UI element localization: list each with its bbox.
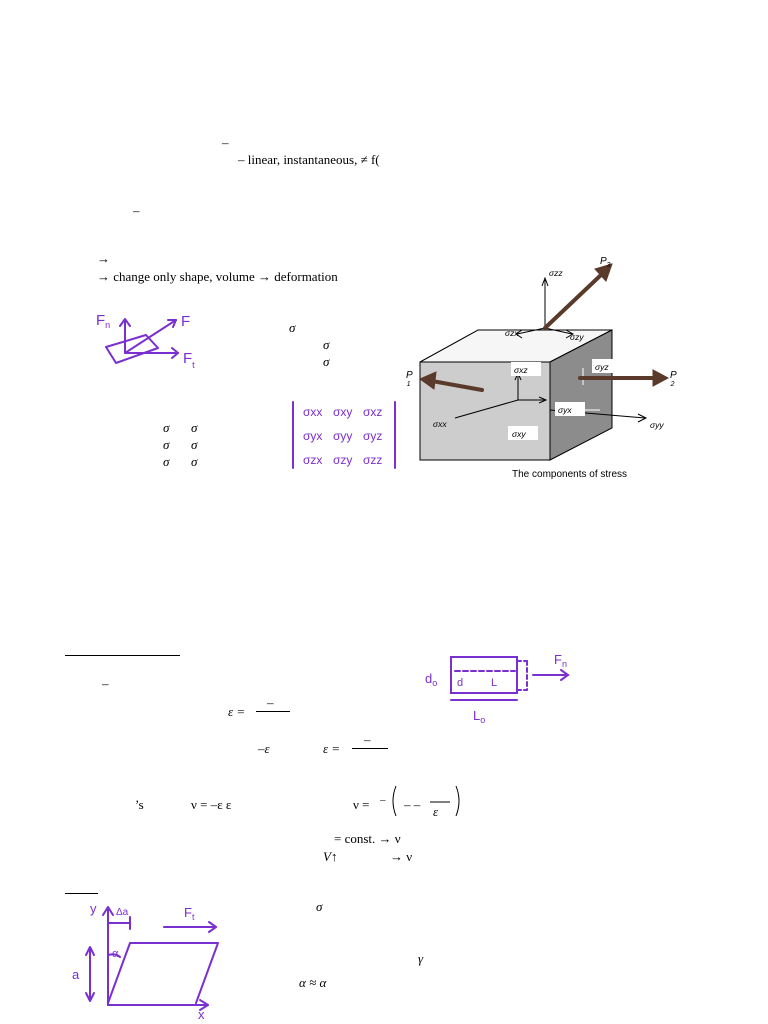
elastic-properties-line: – linear, instantaneous, ≠ f( — [238, 152, 380, 167]
szx-label: σzx — [505, 328, 519, 338]
stress-cube-figure — [400, 250, 685, 485]
minus-eps: –ε — [258, 741, 270, 756]
tensile-rod-sketch — [415, 640, 595, 730]
szz-label: σzz — [549, 268, 563, 278]
sxx-label: σxx — [433, 419, 447, 429]
matrix-r2c3: σyz — [363, 429, 383, 443]
nu-definition: ν = –ε ε — [191, 797, 232, 812]
matrix-r2c2: σyy — [333, 429, 353, 443]
p2-label: P 2 — [670, 370, 677, 388]
shear-alpha-label: α — [112, 948, 119, 960]
sigma-r1c1: σ — [163, 420, 170, 435]
matrix-r3c3: σzz — [363, 453, 383, 467]
matrix-r1c2: σxy — [333, 405, 353, 419]
alpha-approx: α ≈ α — [299, 975, 327, 990]
eps-definition-2: ε = — [323, 741, 341, 756]
cube-front-face — [420, 362, 550, 460]
cube-caption: The components of stress — [512, 469, 628, 480]
matrix-r3c2: σzy — [333, 453, 353, 467]
sigma-r2c2: σ — [191, 437, 198, 452]
sigma-r3c1: σ — [163, 454, 170, 469]
sxy-label: σxy — [512, 429, 526, 439]
eps-numerator: – — [267, 695, 274, 710]
syx-label: σyx — [558, 405, 572, 415]
eps-definition: ε = — [228, 704, 246, 719]
section-rule-2 — [65, 893, 98, 894]
rod-d-label: d — [457, 677, 464, 689]
section-rule-1 — [65, 655, 180, 656]
poisson-s: ’s — [135, 797, 144, 812]
shear-a-label: a — [72, 967, 80, 982]
const-line: = const. → ν — [334, 831, 401, 846]
rod-l0-label: $L_o$ — [473, 708, 486, 725]
eps-fraction-bar — [256, 711, 290, 712]
sxz-label: σxz — [514, 365, 528, 375]
eps2-numerator: – — [364, 732, 371, 747]
shear-x-label: x — [198, 1007, 205, 1020]
p3-arrow — [545, 274, 602, 328]
sheared-shape — [108, 943, 218, 1003]
fn-label: $F_n$ — [96, 312, 111, 330]
dash-1: – — [222, 135, 229, 150]
sigma-b: σ — [323, 337, 330, 352]
p3-label: $P_3$ — [600, 256, 611, 269]
matrix-r1c3: σxz — [363, 405, 383, 419]
arrow-only: → — [97, 251, 110, 266]
matrix-r3c1: σzx — [303, 453, 323, 467]
shear-deformation-sketch — [68, 895, 233, 1020]
gamma-symbol: γ — [418, 951, 424, 966]
shear-y-label: y — [90, 901, 97, 916]
sigma-c: σ — [323, 354, 330, 369]
shear-top-label: Δa — [116, 907, 129, 918]
matrix-r2c1: σyx — [303, 429, 323, 443]
rod-d0-label: $d_o$ — [425, 671, 438, 688]
matrix-r1c1: σxx — [303, 405, 323, 419]
rod-fn-label: $F_n$ — [554, 652, 567, 669]
syz-label: σyz — [595, 362, 609, 372]
dash-3: – — [102, 676, 109, 691]
nu-paren-inner: – – — [404, 797, 421, 812]
dash-2: – — [133, 203, 140, 218]
eps2-fraction-bar — [352, 748, 388, 749]
ft-label: $F_t$ — [183, 350, 195, 370]
f-label: F — [181, 313, 191, 330]
change-shape-line: → change only shape, volume → deformation — [97, 269, 338, 284]
sigma-a: σ — [289, 320, 296, 335]
sigma-r1c2: σ — [191, 420, 198, 435]
force-arrow — [125, 320, 176, 353]
volume-up: V↑ — [323, 849, 338, 864]
sigma-r2c1: σ — [163, 437, 170, 452]
rod-l-label: L — [491, 677, 498, 689]
volume-arrow: → ν — [390, 849, 413, 864]
sigma-shear: σ — [316, 899, 323, 914]
nu-under: – — [380, 794, 386, 806]
szy-label: σzy — [570, 332, 584, 342]
p1-label: P 1 — [406, 370, 413, 388]
nu-parenthesis — [390, 782, 465, 822]
shear-ft-label: $F_t$ — [184, 905, 195, 922]
sigma-r3c2: σ — [191, 454, 198, 469]
stress-tensor-matrix — [287, 398, 402, 473]
nu-equals: ν = — [353, 797, 370, 812]
nu-eps: ε — [433, 804, 439, 819]
force-components-sketch — [92, 305, 212, 380]
syy-label: σyy — [650, 420, 664, 430]
